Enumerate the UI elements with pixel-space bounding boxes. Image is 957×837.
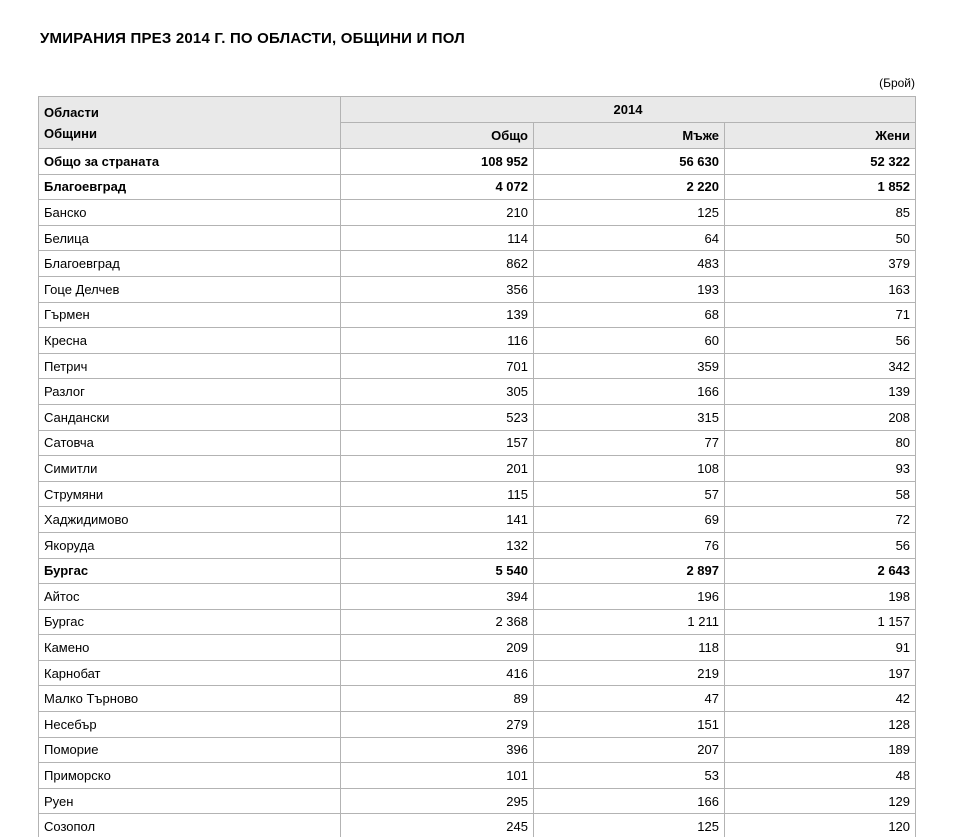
- total-value-cell: 416: [341, 660, 534, 686]
- women-value-cell: 197: [725, 660, 916, 686]
- municipality-name-cell: Гърмен: [39, 302, 341, 328]
- women-value-cell: 71: [725, 302, 916, 328]
- men-value-cell: 166: [534, 788, 725, 814]
- total-value-cell: 116: [341, 328, 534, 354]
- municipality-name-cell: Сандански: [39, 404, 341, 430]
- men-value-cell: 57: [534, 481, 725, 507]
- total-value-cell: 101: [341, 763, 534, 789]
- table-row: [39, 686, 916, 712]
- total-value-cell: 279: [341, 712, 534, 738]
- column-header-women: Жени: [725, 123, 916, 149]
- men-value-cell: 118: [534, 635, 725, 661]
- women-value-cell: 163: [725, 276, 916, 302]
- men-value-cell: 64: [534, 225, 725, 251]
- table-row: [39, 788, 916, 814]
- table-row: [39, 481, 916, 507]
- men-value-cell: 108: [534, 456, 725, 482]
- table-row: [39, 302, 916, 328]
- municipality-name-cell: Малко Търново: [39, 686, 341, 712]
- women-value-cell: 58: [725, 481, 916, 507]
- table-row: [39, 328, 916, 354]
- municipality-name-cell: Общо за страната: [39, 149, 341, 175]
- men-value-cell: 2 220: [534, 174, 725, 200]
- men-value-cell: 125: [534, 814, 725, 837]
- municipality-name-cell: Айтос: [39, 584, 341, 610]
- women-value-cell: 208: [725, 404, 916, 430]
- total-value-cell: 245: [341, 814, 534, 837]
- women-value-cell: 379: [725, 251, 916, 277]
- table-row: [39, 404, 916, 430]
- women-value-cell: 50: [725, 225, 916, 251]
- women-value-cell: 1 157: [725, 609, 916, 635]
- table-header: [39, 97, 916, 149]
- table-row: [39, 174, 916, 200]
- total-value-cell: 523: [341, 404, 534, 430]
- municipality-name-cell: Приморско: [39, 763, 341, 789]
- table-row: [39, 379, 916, 405]
- table-row: [39, 763, 916, 789]
- women-value-cell: 91: [725, 635, 916, 661]
- municipality-name-cell: Бургас: [39, 609, 341, 635]
- municipality-name-cell: Петрич: [39, 353, 341, 379]
- men-value-cell: 166: [534, 379, 725, 405]
- women-value-cell: 56: [725, 532, 916, 558]
- municipality-name-cell: Якоруда: [39, 532, 341, 558]
- women-value-cell: 189: [725, 737, 916, 763]
- table-row: [39, 635, 916, 661]
- total-value-cell: 141: [341, 507, 534, 533]
- men-value-cell: 483: [534, 251, 725, 277]
- municipality-name-cell: Камено: [39, 635, 341, 661]
- men-value-cell: 68: [534, 302, 725, 328]
- women-value-cell: 93: [725, 456, 916, 482]
- total-value-cell: 139: [341, 302, 534, 328]
- total-value-cell: 115: [341, 481, 534, 507]
- table-row: [39, 712, 916, 738]
- total-value-cell: 209: [341, 635, 534, 661]
- total-value-cell: 114: [341, 225, 534, 251]
- table-row: [39, 507, 916, 533]
- municipality-name-cell: Карнобат: [39, 660, 341, 686]
- men-value-cell: 315: [534, 404, 725, 430]
- municipality-name-cell: Бургас: [39, 558, 341, 584]
- municipality-name-cell: Благоевград: [39, 174, 341, 200]
- table-row: [39, 353, 916, 379]
- table-row: [39, 225, 916, 251]
- table-row: [39, 814, 916, 837]
- men-value-cell: 125: [534, 200, 725, 226]
- total-value-cell: 157: [341, 430, 534, 456]
- men-value-cell: 47: [534, 686, 725, 712]
- table-row: [39, 149, 916, 175]
- total-value-cell: 108 952: [341, 149, 534, 175]
- corner-header-line2: Общини: [44, 125, 97, 141]
- municipality-name-cell: Несебър: [39, 712, 341, 738]
- men-value-cell: 76: [534, 532, 725, 558]
- women-value-cell: 52 322: [725, 149, 916, 175]
- total-value-cell: 4 072: [341, 174, 534, 200]
- table-row: [39, 558, 916, 584]
- men-value-cell: 207: [534, 737, 725, 763]
- table-row: [39, 609, 916, 635]
- table-row: [39, 251, 916, 277]
- men-value-cell: 60: [534, 328, 725, 354]
- header-row-year: [39, 97, 916, 123]
- total-value-cell: 210: [341, 200, 534, 226]
- total-value-cell: 89: [341, 686, 534, 712]
- men-value-cell: 219: [534, 660, 725, 686]
- table-row: [39, 200, 916, 226]
- table-row: [39, 456, 916, 482]
- women-value-cell: 128: [725, 712, 916, 738]
- men-value-cell: 69: [534, 507, 725, 533]
- women-value-cell: 72: [725, 507, 916, 533]
- column-header-men: Мъже: [534, 123, 725, 149]
- women-value-cell: 1 852: [725, 174, 916, 200]
- men-value-cell: 77: [534, 430, 725, 456]
- women-value-cell: 42: [725, 686, 916, 712]
- women-value-cell: 80: [725, 430, 916, 456]
- women-value-cell: 120: [725, 814, 916, 837]
- municipality-name-cell: Руен: [39, 788, 341, 814]
- year-header-cell: 2014: [341, 97, 916, 123]
- municipality-name-cell: Кресна: [39, 328, 341, 354]
- men-value-cell: 2 897: [534, 558, 725, 584]
- municipality-name-cell: Банско: [39, 200, 341, 226]
- total-value-cell: 356: [341, 276, 534, 302]
- deaths-by-municipality-table: [38, 96, 916, 837]
- men-value-cell: 193: [534, 276, 725, 302]
- table-row: [39, 430, 916, 456]
- total-value-cell: 5 540: [341, 558, 534, 584]
- page-title: УМИРАНИЯ ПРЕЗ 2014 Г. ПО ОБЛАСТИ, ОБЩИНИ И ПОЛ: [40, 30, 466, 47]
- total-value-cell: 701: [341, 353, 534, 379]
- municipality-name-cell: Хаджидимово: [39, 507, 341, 533]
- women-value-cell: 342: [725, 353, 916, 379]
- table-row: [39, 660, 916, 686]
- total-value-cell: 862: [341, 251, 534, 277]
- women-value-cell: 139: [725, 379, 916, 405]
- total-value-cell: 2 368: [341, 609, 534, 635]
- table-row: [39, 532, 916, 558]
- women-value-cell: 2 643: [725, 558, 916, 584]
- men-value-cell: 53: [534, 763, 725, 789]
- municipality-name-cell: Струмяни: [39, 481, 341, 507]
- table-row: [39, 276, 916, 302]
- men-value-cell: 196: [534, 584, 725, 610]
- municipality-name-cell: Симитли: [39, 456, 341, 482]
- women-value-cell: 48: [725, 763, 916, 789]
- unit-note: (Брой): [879, 76, 915, 90]
- corner-header-cell: [39, 97, 341, 149]
- corner-header-line1: Области: [44, 104, 99, 120]
- men-value-cell: 359: [534, 353, 725, 379]
- column-header-total: Общо: [341, 123, 534, 149]
- municipality-name-cell: Сатовча: [39, 430, 341, 456]
- municipality-name-cell: Гоце Делчев: [39, 276, 341, 302]
- total-value-cell: 295: [341, 788, 534, 814]
- men-value-cell: 56 630: [534, 149, 725, 175]
- table-row: [39, 737, 916, 763]
- women-value-cell: 198: [725, 584, 916, 610]
- total-value-cell: 132: [341, 532, 534, 558]
- women-value-cell: 56: [725, 328, 916, 354]
- municipality-name-cell: Поморие: [39, 737, 341, 763]
- men-value-cell: 151: [534, 712, 725, 738]
- table-body: [39, 149, 916, 837]
- men-value-cell: 1 211: [534, 609, 725, 635]
- women-value-cell: 85: [725, 200, 916, 226]
- municipality-name-cell: Белица: [39, 225, 341, 251]
- municipality-name-cell: Созопол: [39, 814, 341, 837]
- municipality-name-cell: Благоевград: [39, 251, 341, 277]
- table-row: [39, 584, 916, 610]
- total-value-cell: 396: [341, 737, 534, 763]
- total-value-cell: 201: [341, 456, 534, 482]
- municipality-name-cell: Разлог: [39, 379, 341, 405]
- women-value-cell: 129: [725, 788, 916, 814]
- total-value-cell: 305: [341, 379, 534, 405]
- total-value-cell: 394: [341, 584, 534, 610]
